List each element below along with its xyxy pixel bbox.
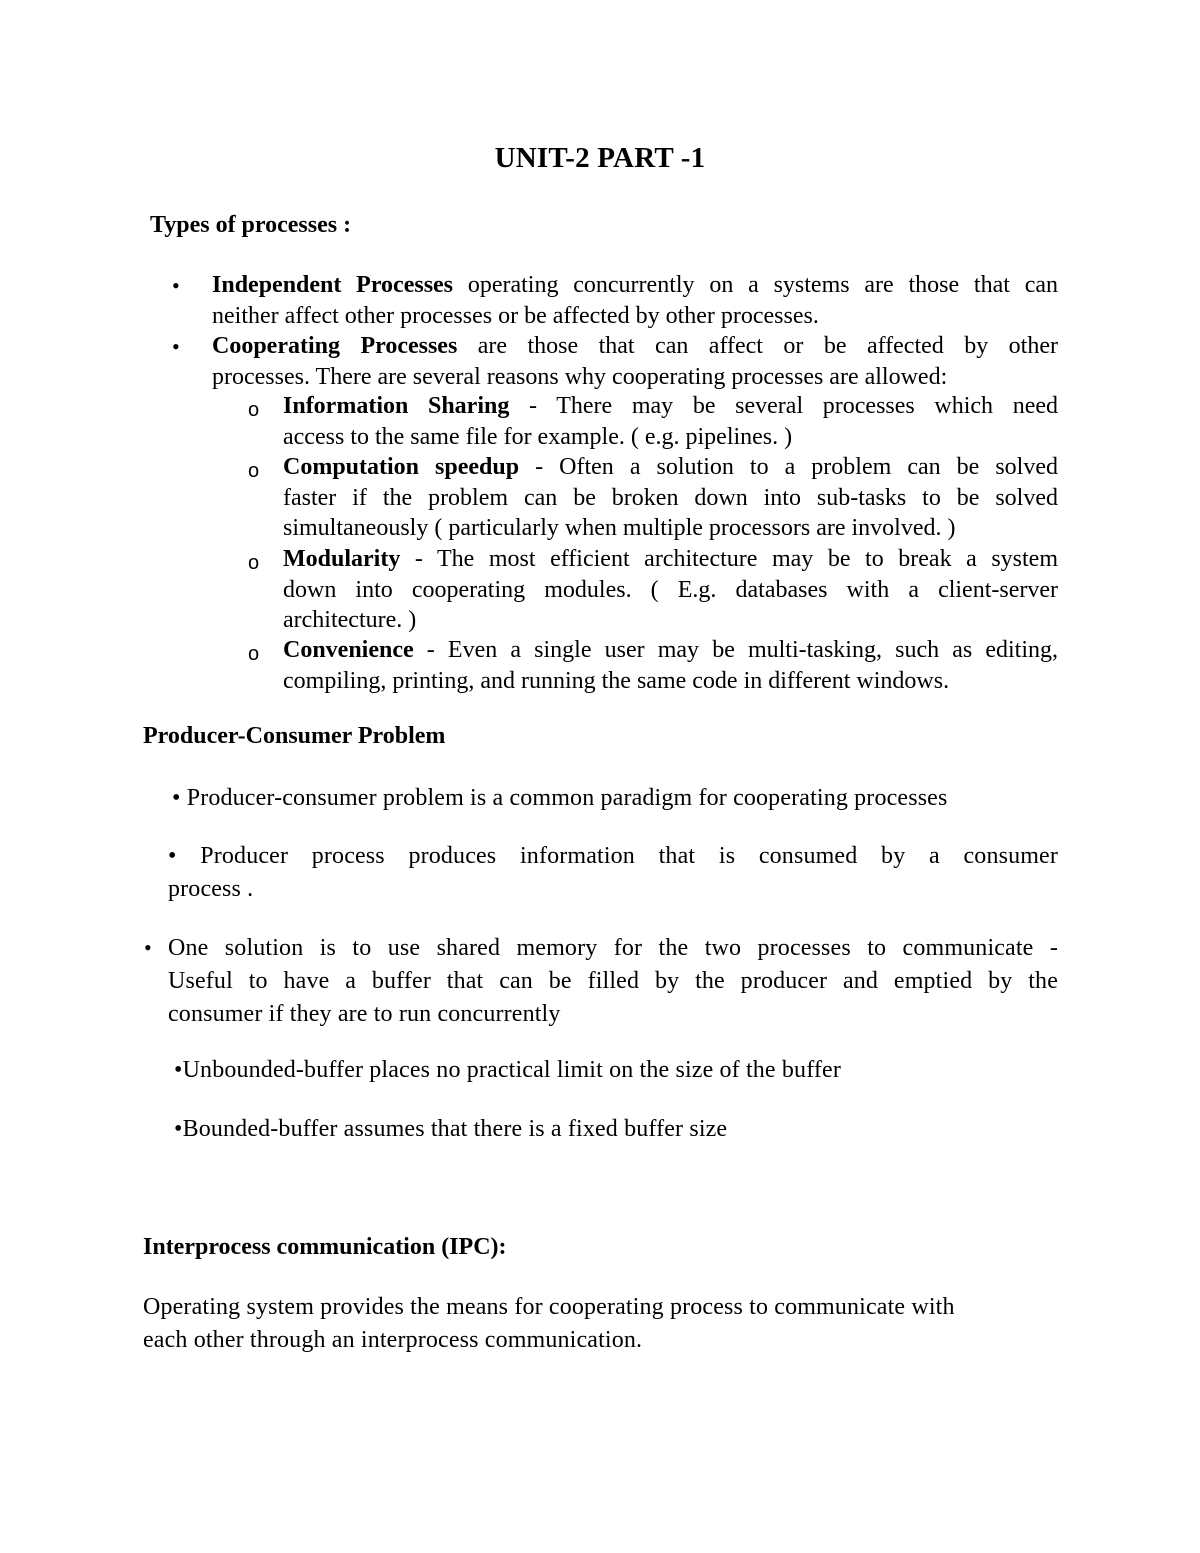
circle-bullet-icon: o xyxy=(248,643,260,665)
pc-point-3: One solution is to use shared memory for the two processes to communicate - Useful to have a buffer that can be filled by the producer and emptied by the consumer if they are to run concurrently xyxy=(168,935,1058,1027)
pc-point-4: •Unbounded-buffer places no practical limit on the size of the buffer xyxy=(174,1057,841,1083)
pc-point-5: •Bounded-buffer assumes that there is a fixed buffer size xyxy=(174,1116,728,1142)
reason-convenience: Convenience - Even a single user may be multi-tasking, such as editing, compiling, printing, and running the same code in different windows. xyxy=(283,637,1059,694)
circle-bullet-icon: o xyxy=(248,552,260,574)
page-title: UNIT-2 PART -1 xyxy=(494,142,706,174)
circle-bullet-icon: o xyxy=(248,460,260,482)
ipc-paragraph: Operating system provides the means for cooperating process to communicate with each other through an interprocess communication. xyxy=(143,1294,955,1353)
types-heading: Types of processes : xyxy=(150,212,352,238)
producer-consumer-heading: Producer-Consumer Problem xyxy=(143,723,446,749)
pc-point-2: • Producer process produces information that is consumed by a consumer process . xyxy=(168,843,1058,902)
cooperating-term: Cooperating Processes xyxy=(212,333,458,359)
cooperating-item: Cooperating Processes are those that can affect or be affected by other processes. There are several reasons why cooperating processes are allowed: xyxy=(212,333,1058,390)
bullet-icon: • xyxy=(168,843,177,869)
ipc-heading: Interprocess communication (IPC): xyxy=(143,1234,507,1260)
independent-item: Independent Processes operating concurrently on a systems are those that can neither affect other processes or be affected by other processes. xyxy=(212,272,1058,329)
bullet-icon: • xyxy=(174,1057,183,1083)
reason-information-sharing: Information Sharing - There may be several processes which need access to the same file for example. ( e.g. pipelines. ) xyxy=(283,393,1059,450)
independent-term: Independent Processes xyxy=(212,272,454,298)
reason-modularity: Modularity - The most efficient architecture may be to break a system down into cooperating modules. ( E.g. databases with a client-server architecture. ) xyxy=(283,546,1058,633)
pc-point-1: • Producer-consumer problem is a common paradigm for cooperating processes xyxy=(172,785,948,811)
circle-bullet-icon: o xyxy=(248,399,260,421)
bullet-icon: • xyxy=(174,1116,183,1142)
bullet-icon: • xyxy=(144,935,152,960)
bullet-icon: • xyxy=(172,334,180,359)
reason-computation-speedup: Computation speedup - Often a solution to a problem can be solved faster if the problem can be broken down into sub-tasks to be solved simultaneously ( particularly when multiple processors are involved. ) xyxy=(283,454,1058,541)
bullet-icon: • xyxy=(172,273,180,298)
bullet-icon: • xyxy=(172,785,181,811)
